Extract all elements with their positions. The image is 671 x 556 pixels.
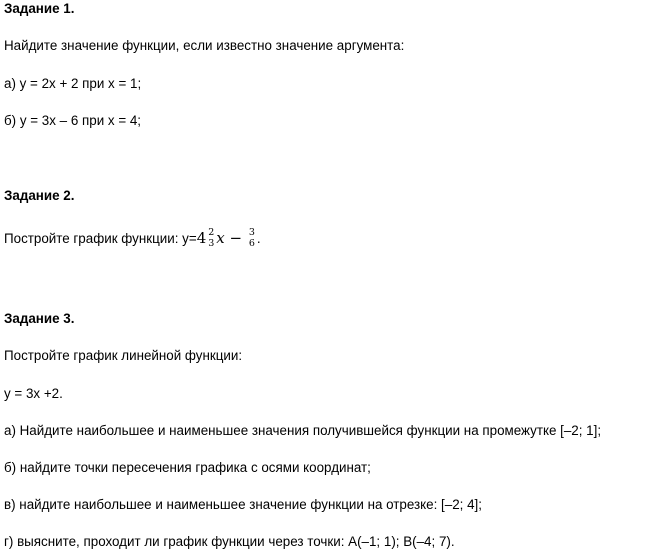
task1-intro: Найдите значение функции, если известно значение аргумента:	[4, 38, 405, 53]
task3-item-d: г) выясните, проходит ли график функции через точки: А(–1; 1); В(–4; 7).	[4, 534, 455, 549]
task3-item-b: б) найдите точки пересечения графика с осями координат;	[4, 460, 371, 475]
task2-end: .	[256, 231, 261, 246]
task2-frac1-num: 2	[208, 226, 215, 238]
task2-frac2-den: 6	[248, 237, 255, 249]
task1-heading: Задание 1.	[4, 1, 75, 16]
task1-item-a: а) y = 2x + 2 при x = 1;	[4, 76, 142, 91]
task3-item-c: в) найдите наибольшее и наименьшее значение функции на отрезке: [–2; 4];	[4, 497, 483, 512]
task2-var: x	[216, 229, 225, 247]
task2-frac2-num: 3	[248, 226, 255, 238]
task2-statement	[4, 227, 261, 250]
task2-fraction-1	[207, 228, 215, 249]
task3-intro: Постройте график линейной функции:	[4, 348, 243, 363]
task2-minus: −	[224, 229, 247, 247]
task2-whole: 4	[196, 229, 207, 247]
task2-fraction-2	[248, 228, 256, 249]
task2-heading: Задание 2.	[4, 188, 75, 203]
task2-prefix: Постройте график функции: y=	[4, 231, 197, 246]
task3-heading: Задание 3.	[4, 311, 75, 326]
task3-item-a: а) Найдите наибольшее и наименьшее значения получившейся функции на промежутке [–2; 1];	[4, 423, 602, 438]
task1-item-b: б) y = 3x – 6 при x = 4;	[4, 113, 142, 128]
task3-equation: y = 3x +2.	[4, 386, 63, 401]
task2-frac1-den: 3	[208, 237, 215, 249]
